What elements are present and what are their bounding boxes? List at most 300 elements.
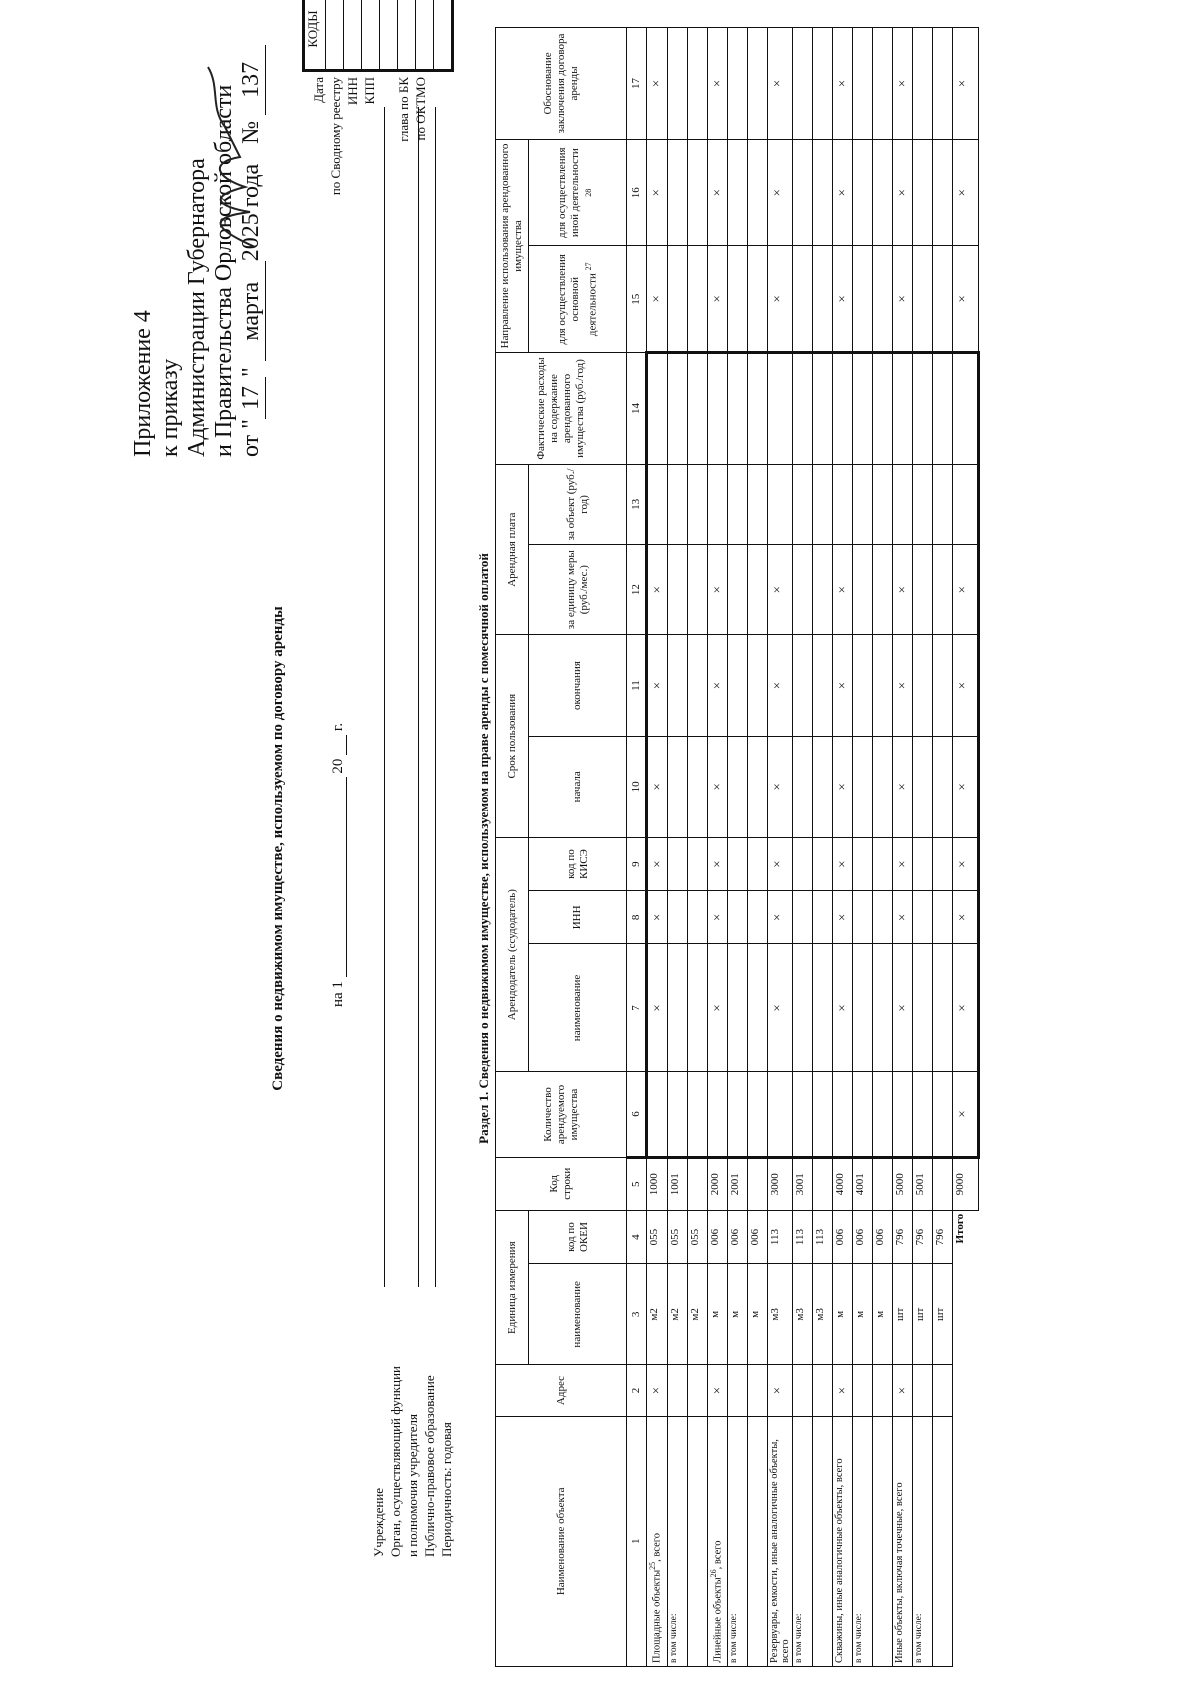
address-cell <box>728 1365 748 1416</box>
data-cell: × <box>768 28 793 140</box>
data-cell <box>933 246 953 353</box>
annex-line-2: к приказу <box>157 358 183 457</box>
data-cell <box>873 139 893 246</box>
address-cell <box>688 1365 708 1416</box>
column-number-2: 2 <box>627 1365 647 1416</box>
data-cell <box>748 837 768 890</box>
page-title: Сведения о недвижимом имуществе, используемом по договору аренды <box>270 606 286 1091</box>
data-cell <box>833 1072 853 1157</box>
data-cell <box>853 944 873 1072</box>
data-cell <box>913 944 933 1072</box>
total-quantity: × <box>953 1072 979 1157</box>
data-cell <box>708 464 728 544</box>
data-cell <box>668 1072 688 1157</box>
header-expenses: Фактические расходы на содержание арендованного имущества (руб./год) <box>496 353 627 465</box>
data-cell <box>933 1072 953 1157</box>
data-cell: × <box>833 837 853 890</box>
data-cell <box>853 837 873 890</box>
data-cell <box>728 544 748 635</box>
row-code-cell: 2001 <box>728 1157 748 1210</box>
data-cell <box>873 464 893 544</box>
header-use-group: Направление использования арендованного имущества <box>496 139 529 352</box>
data-cell <box>793 944 813 1072</box>
data-cell: × <box>708 635 728 736</box>
data-cell <box>688 1072 708 1157</box>
data-cell <box>893 353 913 465</box>
table-row <box>708 28 728 1667</box>
object-name-cell <box>793 1416 813 1666</box>
header-use-main-text: для осуществления основной деятельности <box>555 254 599 345</box>
data-cell <box>768 464 793 544</box>
data-cell <box>853 635 873 736</box>
object-name-cell <box>748 1416 768 1666</box>
header-rent-group: Арендная плата <box>496 464 529 635</box>
unit-name-cell: м3 <box>793 1264 813 1365</box>
row-code-cell <box>688 1157 708 1210</box>
data-cell: × <box>708 139 728 246</box>
object-name-tail: , всего <box>651 1532 663 1562</box>
total-cell: × <box>953 28 979 140</box>
data-cell <box>668 891 688 944</box>
data-cell <box>793 1072 813 1157</box>
data-cell <box>853 464 873 544</box>
report-date-prefix: на 1 <box>330 981 346 1007</box>
annex-date-prefix: от " <box>238 419 264 457</box>
data-cell <box>813 28 833 140</box>
data-cell <box>688 736 708 837</box>
header-name: Наименование объекта <box>496 1416 627 1666</box>
data-cell <box>913 1072 933 1157</box>
address-cell <box>873 1365 893 1416</box>
header-unit-group: Единица измерения <box>496 1210 529 1365</box>
data-cell <box>668 635 688 736</box>
data-cell: × <box>893 139 913 246</box>
data-cell: × <box>708 28 728 140</box>
table-row <box>668 28 688 1667</box>
data-cell <box>833 464 853 544</box>
data-cell: × <box>893 635 913 736</box>
address-cell <box>853 1365 873 1416</box>
data-cell <box>688 353 708 465</box>
unit-okei-cell: 006 <box>853 1210 873 1263</box>
total-cell: × <box>953 139 979 246</box>
data-cell <box>793 353 813 465</box>
annex-date-suffix: 2025 года <box>238 163 264 262</box>
data-cell <box>728 464 748 544</box>
object-name-cell <box>768 1416 793 1666</box>
data-cell <box>728 635 748 736</box>
object-name-cell <box>688 1416 708 1666</box>
unit-okei-cell: 055 <box>668 1210 688 1263</box>
data-cell <box>913 139 933 246</box>
data-cell <box>647 1072 668 1157</box>
data-cell <box>873 635 893 736</box>
data-cell: × <box>708 891 728 944</box>
column-number-8: 8 <box>627 891 647 944</box>
report-date-line <box>330 723 347 1007</box>
unit-okei-cell: 113 <box>813 1210 833 1263</box>
meta-institution: Учреждение <box>371 1487 386 1557</box>
data-cell <box>748 1072 768 1157</box>
label-bk: глава по БК <box>396 77 411 142</box>
table-row <box>913 28 933 1667</box>
data-cell <box>873 837 893 890</box>
unit-okei-cell: 113 <box>793 1210 813 1263</box>
annex-month: марта <box>238 261 266 361</box>
codes-header: КОДЫ <box>305 0 326 69</box>
object-name-cell <box>873 1416 893 1666</box>
data-cell <box>853 353 873 465</box>
unit-name-cell: м <box>853 1264 873 1365</box>
column-number-7: 7 <box>627 944 647 1072</box>
data-cell: × <box>647 944 668 1072</box>
data-cell <box>748 544 768 635</box>
data-cell: × <box>647 139 668 246</box>
data-cell <box>793 891 813 944</box>
code-inn <box>362 0 380 69</box>
report-date-suffix: г. <box>330 722 346 732</box>
data-cell <box>748 891 768 944</box>
row-code-cell: 4000 <box>833 1157 853 1210</box>
data-cell: × <box>833 28 853 140</box>
data-cell: × <box>893 544 913 635</box>
header-quantity: Количество арендуемого имущества <box>496 1072 627 1157</box>
code-oktmo <box>434 0 451 69</box>
object-name: Скважины, иные аналогичные объекты, всего <box>834 1458 845 1663</box>
header-rent-unit: за единицу меры (руб./мес.) <box>529 544 627 635</box>
column-number-17: 17 <box>627 28 647 140</box>
data-cell: × <box>893 837 913 890</box>
unit-okei-cell: 055 <box>647 1210 668 1263</box>
data-cell: × <box>893 736 913 837</box>
unit-name-cell: м <box>833 1264 853 1365</box>
data-cell <box>647 464 668 544</box>
data-cell: × <box>647 891 668 944</box>
object-name: Площадные объекты <box>651 1569 663 1663</box>
data-cell <box>813 736 833 837</box>
label-kpp: КПП <box>362 77 377 105</box>
object-name-cell <box>933 1416 953 1666</box>
object-name: Резервуары, емкости, иные аналогичные объекты, всего <box>769 1439 791 1663</box>
row-code-cell: 5001 <box>913 1157 933 1210</box>
data-cell <box>813 635 833 736</box>
data-cell <box>813 944 833 1072</box>
data-cell <box>813 837 833 890</box>
public-entity-line <box>435 107 436 1287</box>
data-cell <box>793 28 813 140</box>
header-lessor-name: наименование <box>529 944 627 1072</box>
section-title: Раздел 1. Сведения о недвижимом имуществе, используемом на праве аренды с помесячной оплатой <box>476 553 491 1144</box>
address-cell <box>913 1365 933 1416</box>
data-cell: × <box>708 544 728 635</box>
data-cell <box>873 736 893 837</box>
meta-labels <box>370 1366 455 1557</box>
header-rent-object: за объект (руб./год) <box>529 464 627 544</box>
data-cell: × <box>833 544 853 635</box>
data-cell: × <box>708 736 728 837</box>
data-cell <box>913 544 933 635</box>
data-cell <box>913 891 933 944</box>
data-cell <box>853 891 873 944</box>
unit-name-cell: м <box>873 1264 893 1365</box>
column-number-1: 1 <box>627 1416 647 1666</box>
table-row <box>647 28 668 1667</box>
object-name-cell <box>893 1416 913 1666</box>
data-cell <box>668 736 688 837</box>
code-kpp <box>380 0 398 69</box>
data-cell <box>873 28 893 140</box>
data-cell: × <box>768 139 793 246</box>
code-blank <box>398 0 416 69</box>
data-cell: × <box>768 891 793 944</box>
header-basis: Обоснование заключения договора аренды <box>496 28 627 140</box>
object-name: в том числе: <box>669 1613 679 1663</box>
data-cell <box>813 544 833 635</box>
data-cell <box>913 837 933 890</box>
data-cell <box>813 464 833 544</box>
data-cell: × <box>647 837 668 890</box>
data-cell <box>728 837 748 890</box>
total-cell: × <box>953 635 979 736</box>
unit-name-cell: м2 <box>668 1264 688 1365</box>
data-cell <box>853 139 873 246</box>
address-cell: × <box>833 1365 853 1416</box>
data-cell <box>668 353 688 465</box>
column-number-4: 4 <box>627 1210 647 1263</box>
data-cell <box>728 891 748 944</box>
data-cell <box>933 944 953 1072</box>
data-cell <box>728 944 748 1072</box>
column-numbers-row <box>627 28 647 1667</box>
data-cell <box>873 1072 893 1157</box>
row-code-cell: 3001 <box>793 1157 813 1210</box>
data-cell <box>688 891 708 944</box>
header-address: Адрес <box>496 1365 627 1416</box>
object-name-cell <box>647 1416 668 1666</box>
table-row <box>728 28 748 1667</box>
table-row <box>853 28 873 1667</box>
object-name-tail: , всего <box>712 1540 724 1570</box>
footnote-27: 27 <box>583 262 593 271</box>
table-row <box>893 28 913 1667</box>
data-cell <box>873 944 893 1072</box>
report-year-prefix: 20 <box>330 758 346 774</box>
code-bk <box>416 0 434 69</box>
data-cell <box>668 544 688 635</box>
data-cell: × <box>647 28 668 140</box>
data-cell <box>768 353 793 465</box>
column-number-3: 3 <box>627 1264 647 1365</box>
header-lessor-group: Арендодатель (ссудодатель) <box>496 837 529 1071</box>
object-name-cell <box>728 1416 748 1666</box>
table-row <box>813 28 833 1667</box>
address-cell <box>813 1365 833 1416</box>
total-cell: × <box>953 837 979 890</box>
data-cell <box>913 28 933 140</box>
meta-founder-1: Орган, осуществляющий функции <box>388 1366 403 1557</box>
total-cell: × <box>953 891 979 944</box>
table-row <box>793 28 813 1667</box>
data-cell <box>933 837 953 890</box>
unit-name-cell: м2 <box>647 1264 668 1365</box>
total-cell: × <box>953 736 979 837</box>
data-cell: × <box>768 544 793 635</box>
unit-okei-cell: 113 <box>768 1210 793 1263</box>
row-code-cell <box>873 1157 893 1210</box>
table-row <box>768 28 793 1667</box>
data-cell: × <box>768 837 793 890</box>
data-cell: × <box>833 944 853 1072</box>
data-cell <box>813 891 833 944</box>
data-cell <box>933 353 953 465</box>
unit-okei-cell: 006 <box>708 1210 728 1263</box>
data-cell <box>668 464 688 544</box>
header-lessor-kise: код по КИСЭ <box>529 837 627 890</box>
object-name-cell <box>813 1416 833 1666</box>
data-cell <box>793 635 813 736</box>
data-cell <box>893 1072 913 1157</box>
unit-name-cell: м2 <box>688 1264 708 1365</box>
data-cell <box>813 246 833 353</box>
data-cell <box>833 353 853 465</box>
column-number-5: 5 <box>627 1157 647 1210</box>
column-number-15: 15 <box>627 246 647 353</box>
data-cell <box>748 464 768 544</box>
header-use-other-text: для осуществления иной деятельности <box>555 147 581 238</box>
address-cell <box>748 1365 768 1416</box>
row-code-cell <box>933 1157 953 1210</box>
address-cell: × <box>647 1365 668 1416</box>
data-cell <box>728 736 748 837</box>
total-cell <box>953 464 979 544</box>
data-cell <box>668 944 688 1072</box>
data-cell <box>768 1072 793 1157</box>
annex-number-prefix: № <box>238 120 264 144</box>
data-cell: × <box>768 944 793 1072</box>
meta-public-entity: Публично-правовое образование <box>422 1375 437 1557</box>
annex-line-1: Приложение 4 <box>130 310 156 457</box>
column-number-9: 9 <box>627 837 647 890</box>
data-cell <box>668 28 688 140</box>
data-cell <box>913 353 933 465</box>
annex-day: 17 <box>238 377 266 419</box>
row-code-cell <box>813 1157 833 1210</box>
row-code-cell: 3000 <box>768 1157 793 1210</box>
data-cell <box>647 353 668 465</box>
label-inn: ИНН <box>345 77 360 106</box>
row-code-cell: 5000 <box>893 1157 913 1210</box>
data-cell <box>688 464 708 544</box>
unit-okei-cell: 055 <box>688 1210 708 1263</box>
row-code-cell: 2000 <box>708 1157 728 1210</box>
data-cell <box>668 246 688 353</box>
annex-number: 137 <box>238 45 266 115</box>
data-cell <box>748 28 768 140</box>
data-cell <box>728 246 748 353</box>
data-cell <box>748 944 768 1072</box>
column-number-6: 6 <box>627 1072 647 1157</box>
label-date: Дата <box>311 77 326 103</box>
meta-periodicity: Периодичность: годовая <box>439 1422 454 1557</box>
unit-okei-cell: 006 <box>728 1210 748 1263</box>
header-term-start: начала <box>529 736 627 837</box>
header-unit-okei: код по ОКЕИ <box>529 1210 627 1263</box>
data-cell <box>708 353 728 465</box>
object-name-cell <box>913 1416 933 1666</box>
data-cell <box>853 246 873 353</box>
unit-okei-cell: 796 <box>913 1210 933 1263</box>
object-name-cell <box>708 1416 728 1666</box>
label-registry: по Сводному реестру <box>328 77 343 196</box>
row-code-cell: 1001 <box>668 1157 688 1210</box>
data-cell: × <box>768 246 793 353</box>
object-name-cell <box>833 1416 853 1666</box>
data-cell: × <box>833 139 853 246</box>
data-cell <box>933 544 953 635</box>
annex-line-3: Администрации Губернатора <box>184 158 210 457</box>
object-name: в том числе: <box>854 1613 864 1663</box>
data-cell: × <box>893 28 913 140</box>
data-cell <box>728 28 748 140</box>
data-cell <box>853 1072 873 1157</box>
data-cell <box>913 736 933 837</box>
object-name: в том числе: <box>914 1613 924 1663</box>
unit-name-cell: м <box>728 1264 748 1365</box>
signature-scribble <box>200 57 270 257</box>
data-cell: × <box>833 635 853 736</box>
data-cell <box>688 28 708 140</box>
data-cell <box>933 139 953 246</box>
unit-okei-cell: 006 <box>833 1210 853 1263</box>
annex-date-mid: " <box>238 367 264 378</box>
label-blank <box>378 77 395 287</box>
data-cell <box>853 544 873 635</box>
table-row <box>833 28 853 1667</box>
column-number-12: 12 <box>627 544 647 635</box>
object-name-cell <box>853 1416 873 1666</box>
address-cell <box>668 1365 688 1416</box>
table-row <box>688 28 708 1667</box>
data-cell <box>933 28 953 140</box>
data-cell <box>728 139 748 246</box>
data-cell: × <box>893 891 913 944</box>
total-cell <box>953 353 979 465</box>
data-cell <box>933 736 953 837</box>
data-cell <box>748 635 768 736</box>
object-name: в том числе: <box>729 1613 739 1663</box>
label-oktmo: по ОКТМО <box>413 77 428 141</box>
column-number-14: 14 <box>627 353 647 465</box>
codes-box <box>302 0 454 72</box>
unit-okei-cell: 006 <box>748 1210 768 1263</box>
code-date <box>326 0 344 69</box>
data-cell: × <box>833 736 853 837</box>
data-cell: × <box>647 635 668 736</box>
column-number-13: 13 <box>627 464 647 544</box>
unit-okei-cell: 796 <box>893 1210 913 1263</box>
data-cell <box>728 353 748 465</box>
object-name: Линейные объекты <box>712 1577 724 1663</box>
data-cell <box>688 635 708 736</box>
data-cell <box>813 353 833 465</box>
data-cell <box>873 246 893 353</box>
total-cell: × <box>953 544 979 635</box>
data-cell: × <box>833 246 853 353</box>
total-cell: × <box>953 944 979 1072</box>
report-date-blank <box>332 777 347 977</box>
table-row <box>873 28 893 1667</box>
data-cell: × <box>893 944 913 1072</box>
